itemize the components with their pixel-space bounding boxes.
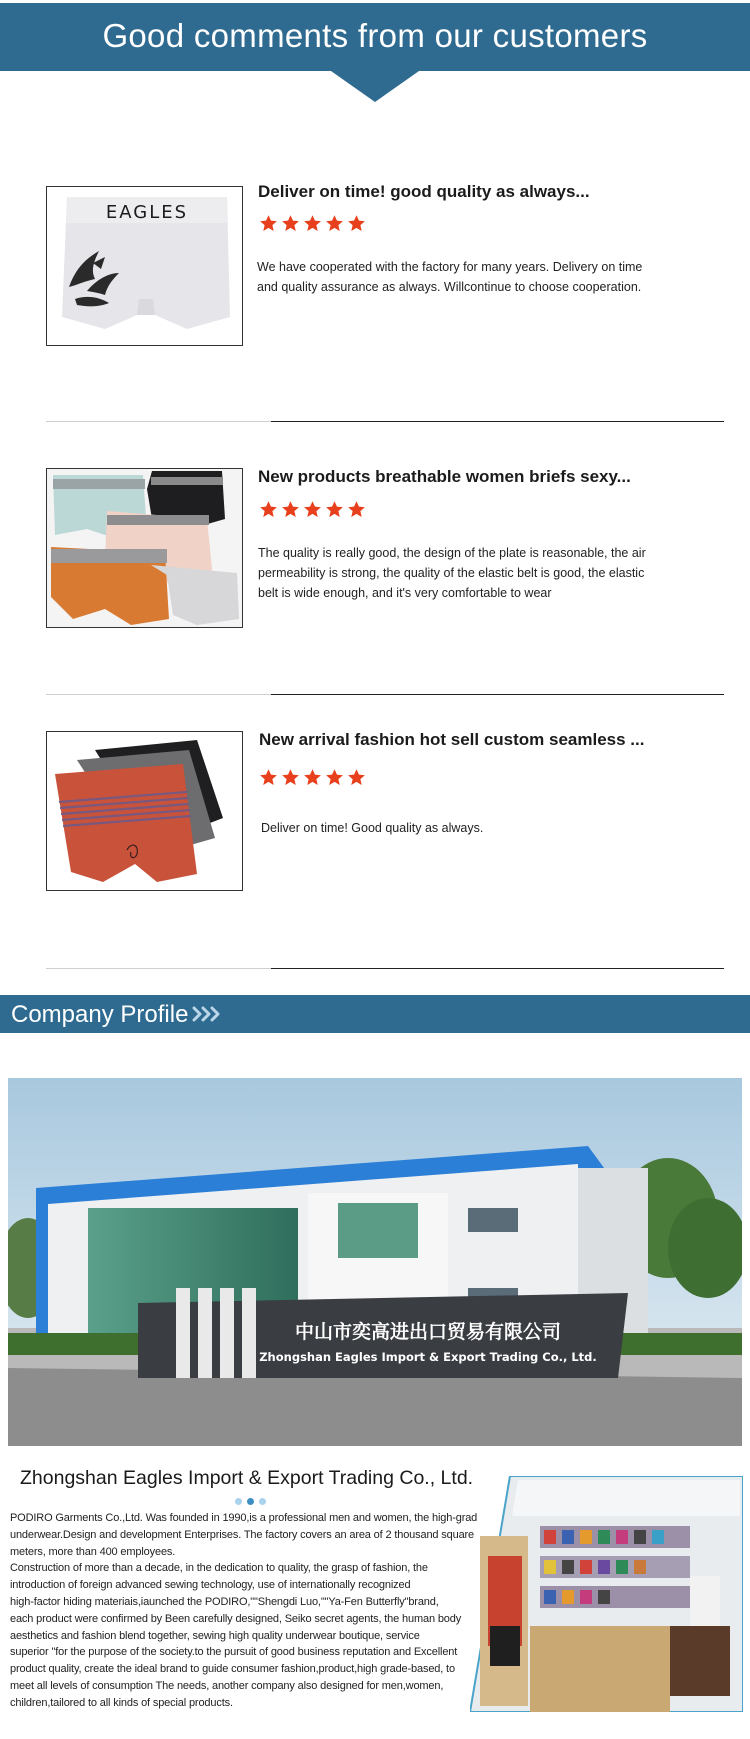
seamless-boxer-image (47, 732, 243, 891)
triple-chevron-icon (192, 1004, 220, 1024)
factory-building-photo (8, 1078, 742, 1446)
review-divider (46, 694, 724, 696)
star-rating (259, 500, 366, 520)
product-thumbnail-eagles-boxer[interactable] (46, 186, 243, 346)
eagles-logo-text: EAGLES (105, 202, 189, 223)
review-title: New products breathable women briefs sexy... (258, 467, 631, 486)
review-title: New arrival fashion hot sell custom seamless ... (259, 730, 645, 749)
showroom-photo (470, 1476, 743, 1712)
factory-sign-chinese: 中山市奕高进出口贸易有限公司 (294, 1321, 562, 1343)
banner-arrow-notch (331, 71, 419, 102)
star-icon (281, 500, 300, 519)
factory-illustration (8, 1078, 742, 1446)
carousel-dots (235, 1498, 266, 1505)
star-icon (347, 500, 366, 519)
star-icon (347, 214, 366, 233)
review-comment: We have cooperated with the factory for many years. Delivery on time and quality assurance as always. Willcontinue to choose cooperation. (257, 260, 643, 294)
star-icon (303, 768, 322, 787)
star-icon (303, 500, 322, 519)
factory-sign-english: Zhongshan Eagles Import & Export Trading Co., Ltd. (259, 1350, 597, 1364)
section-title: Good comments from our customers (102, 17, 648, 54)
star-icon (259, 214, 278, 233)
company-name: Zhongshan Eagles Import & Export Trading Co., Ltd. (20, 1467, 474, 1489)
showroom-illustration (470, 1476, 743, 1712)
carousel-dot[interactable] (259, 1498, 266, 1505)
white-boxer-image (47, 187, 243, 346)
carousel-dot[interactable] (235, 1498, 242, 1505)
review-comment: Deliver on time! Good quality as always. (261, 821, 484, 835)
carousel-dot-active[interactable] (247, 1498, 254, 1505)
review-title: Deliver on time! good quality as always... (258, 182, 590, 201)
star-icon (325, 214, 344, 233)
review-divider (46, 968, 724, 970)
section-header-banner (0, 3, 750, 71)
star-icon (303, 214, 322, 233)
star-icon (325, 768, 344, 787)
review-divider (46, 421, 724, 423)
star-icon (281, 768, 300, 787)
company-profile-title: Company Profile (11, 1001, 189, 1028)
company-profile-header (0, 995, 750, 1033)
star-icon (347, 768, 366, 787)
star-rating (259, 768, 366, 788)
product-thumbnail-seamless-boxer[interactable] (46, 731, 243, 891)
product-thumbnail-women-briefs[interactable] (46, 468, 243, 628)
review-comment: The quality is really good, the design of the plate is reasonable, the air permeability is strong, the quality of the elastic belt is good, the elastic belt is wide enough, and it's very comfortable to wear (258, 546, 646, 600)
star-icon (259, 500, 278, 519)
star-icon (325, 500, 344, 519)
star-icon (281, 214, 300, 233)
star-rating (259, 214, 366, 234)
company-description: PODIRO Garments Co.,Ltd. Was founded in 1990,is a professional men and women, the high-grad underwear.Design and development Enterprises. The factory covers an area of 2 thousand square meters, more than 400 employees. Construction of more than a decade, in the dedication to quality, the grasp of fashion, the introduction of foreign advanced sewing technology, use of internationally recognized high-factor hiding materiais,iaunched the PODIRO,""Shengdi Luo,""Ya-Fen Butterfly"brand, each product were confirmed by Been carefully designed, Seiko secret agents, the human body aesthetics and fashion blend together, sewing high quality underwear boutique, service superior "for the purpose of the society.to the pursuit of good business reputation and Excellent product quality, create the ideal brand to guide consumer fashion,product,high grade-based, to meet all levels of consumption The needs, another company also designed for men,women, children,tailored to all kinds of special products. (10, 1512, 478, 1709)
briefs-stack-image (47, 469, 243, 628)
star-icon (259, 768, 278, 787)
